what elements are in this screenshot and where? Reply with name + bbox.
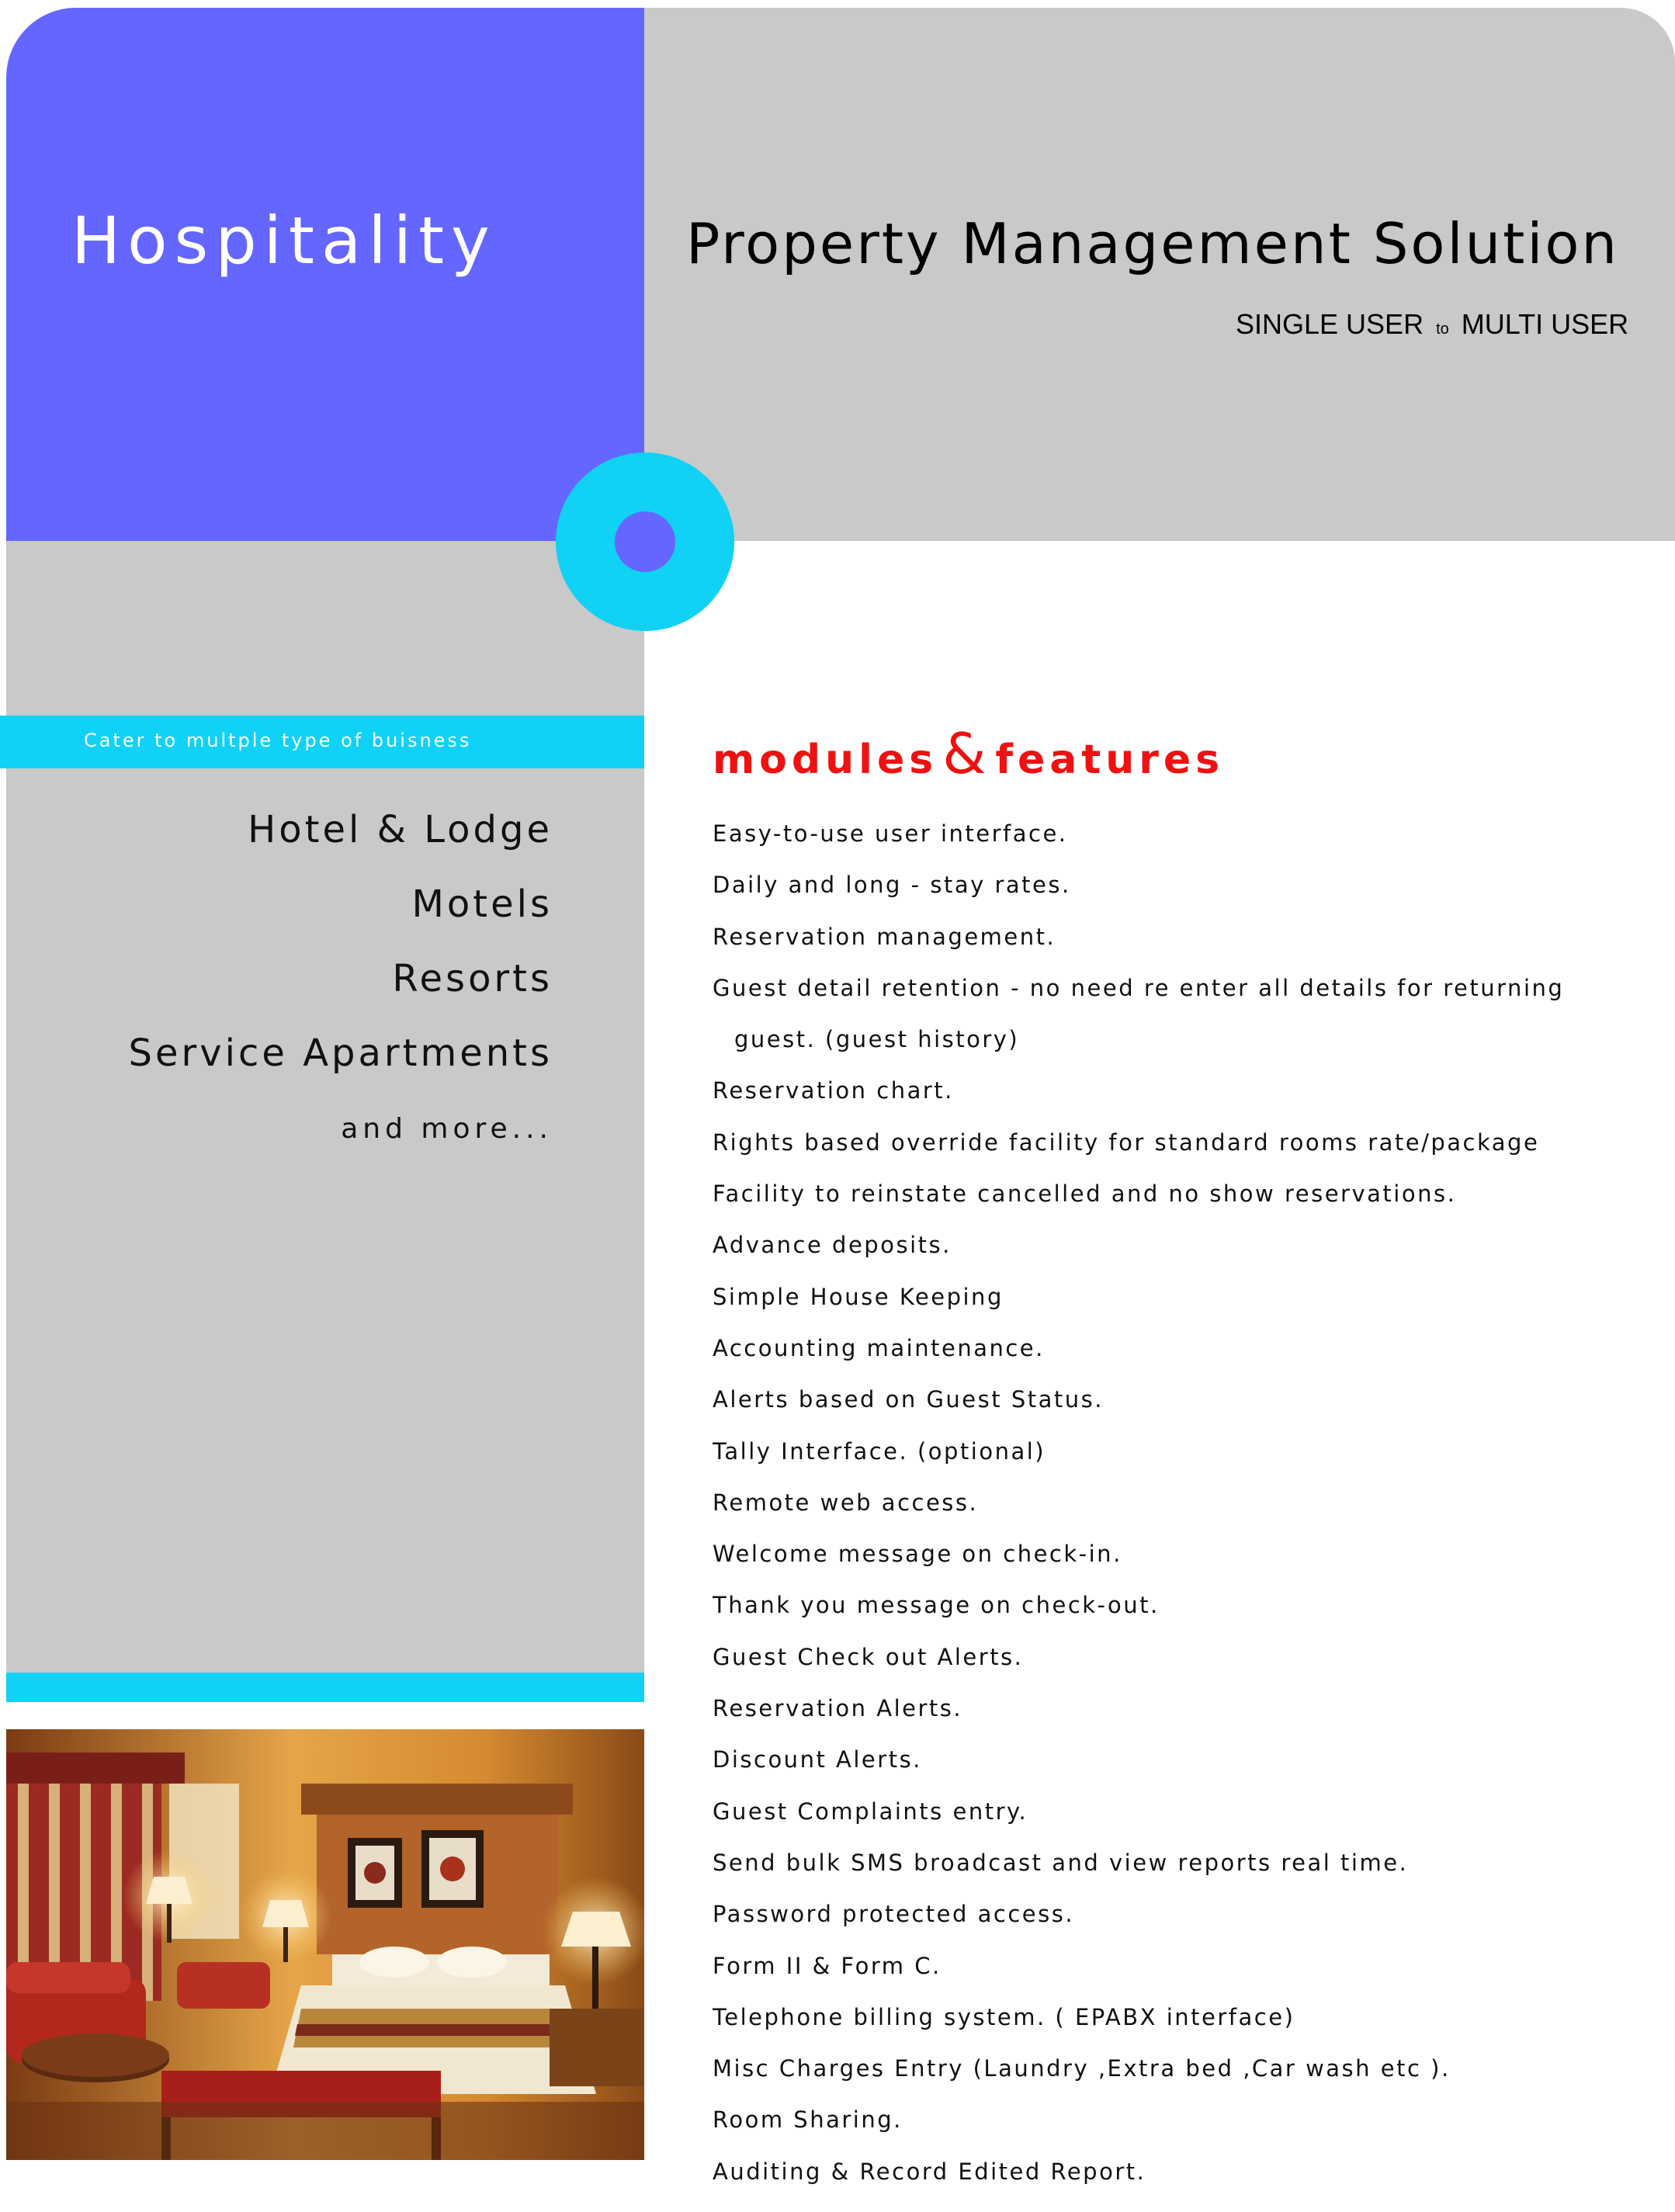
feature-item: Reservation management. (713, 925, 1056, 950)
feature-item: Form II & Form C. (713, 1954, 942, 1979)
feature-item: Guest detail retention - no need re enter all details for returning (713, 976, 1565, 1001)
sidebar-tagline: Cater to multple type of buisness (84, 730, 472, 751)
feature-item: Remote web access. (713, 1491, 979, 1516)
feature-item: Reservation Alerts. (713, 1697, 963, 1722)
hotel-room-photo (6, 1729, 644, 2160)
features-list (713, 823, 1669, 2212)
business-type-list (128, 808, 553, 1190)
sidebar-divider-band (6, 1673, 644, 1702)
modules-heading-ampersand: & (942, 721, 991, 786)
user-range-connector: to (1436, 321, 1449, 338)
user-range-to: MULTI USER (1461, 308, 1629, 340)
feature-item: Thank you message on check-out. (713, 1594, 1160, 1619)
feature-item: Welcome message on check-in. (713, 1543, 1122, 1568)
feature-item: Tally Interface. (optional) (713, 1440, 1046, 1465)
feature-item: Simple House Keeping (713, 1285, 1004, 1310)
feature-item: Send bulk SMS broadcast and view reports real time. (713, 1851, 1409, 1876)
business-type-item: Resorts (392, 957, 553, 1000)
business-type-item: Service Apartments (128, 1031, 553, 1075)
feature-item: Easy-to-use user interface. (713, 823, 1068, 847)
feature-item: Alerts based on Guest Status. (713, 1389, 1104, 1413)
ring-center-dot (615, 511, 675, 572)
feature-item: Telephone billing system. ( EPABX interface) (713, 2006, 1295, 2030)
business-type-more: and more... (341, 1113, 553, 1145)
feature-item: Reservation chart. (713, 1080, 954, 1104)
feature-item-continuation: guest. (guest history) (734, 1028, 1020, 1053)
feature-item: Guest Complaints entry. (713, 1800, 1028, 1825)
feature-item: Facility to reinstate cancelled and no show reservations. (713, 1183, 1457, 1208)
feature-item: Misc Charges Entry (Laundry ,Extra bed ,Car wash etc ). (713, 2058, 1451, 2082)
feature-item: Guest Check out Alerts. (713, 1645, 1024, 1670)
user-range (1236, 310, 1628, 338)
modules-heading-left: modules (713, 737, 938, 783)
category-title: Hospitality (71, 203, 497, 279)
feature-item: Advance deposits. (713, 1234, 952, 1259)
product-title: Property Management Solution (686, 211, 1620, 276)
feature-item: Password protected access. (713, 1903, 1075, 1928)
feature-item: Rights based override facility for standard rooms rate/package (713, 1131, 1540, 1156)
feature-item: Discount Alerts. (713, 1749, 922, 1773)
business-type-item: Hotel & Lodge (248, 808, 553, 851)
feature-item: Daily and long - stay rates. (713, 874, 1071, 899)
user-range-from: SINGLE USER (1236, 308, 1424, 340)
modules-heading-right: features (995, 737, 1225, 783)
feature-item: Auditing & Record Edited Report. (713, 2160, 1146, 2185)
modules-heading (713, 721, 1225, 786)
feature-item: Accounting maintenance. (713, 1337, 1045, 1361)
business-type-item: Motels (411, 882, 553, 926)
feature-item: Room Sharing. (713, 2109, 903, 2134)
